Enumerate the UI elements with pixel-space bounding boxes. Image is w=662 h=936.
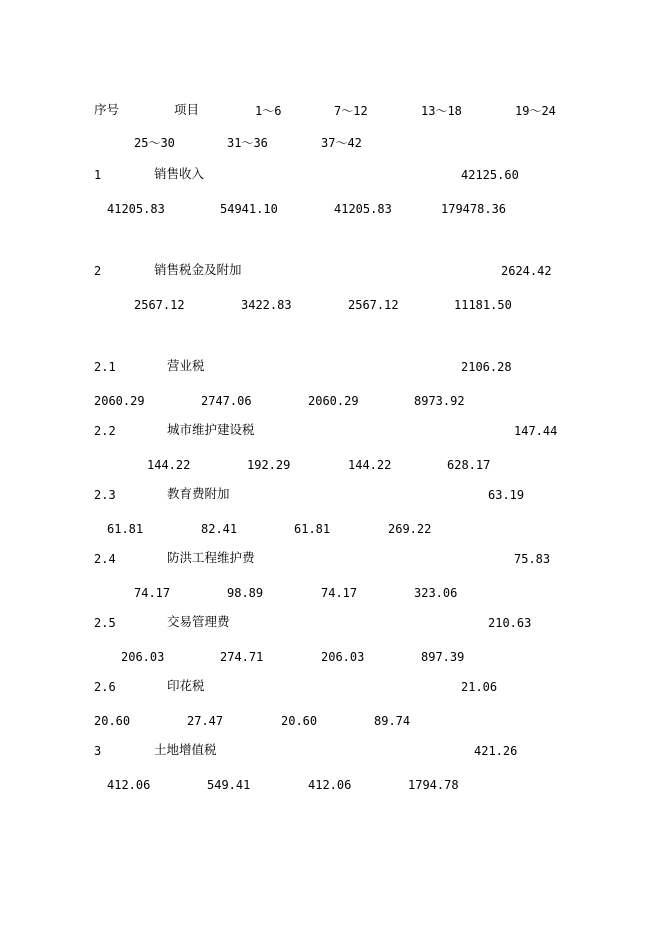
row-item: 防洪工程维护费 [167,550,255,565]
row-value: 54941.10 [220,202,278,216]
row-value: 147.44 [514,424,558,438]
row-seq: 2.2 [94,424,116,438]
header-period-3: 13～18 [421,104,462,118]
row-value: 82.41 [201,522,238,536]
row-item: 城市维护建设税 [167,422,255,437]
row-seq: 2.3 [94,488,116,502]
row-value: 274.71 [220,650,264,664]
header-period-6: 31～36 [227,136,268,150]
row-item: 印花税 [167,678,205,693]
row-value: 421.26 [474,744,518,758]
row-value: 206.03 [321,650,365,664]
row-value: 3422.83 [241,298,292,312]
row-value: 269.22 [388,522,432,536]
row-value: 2060.29 [94,394,145,408]
row-value: 27.47 [187,714,224,728]
row-value: 206.03 [121,650,165,664]
row-value: 628.17 [447,458,491,472]
row-value: 74.17 [321,586,358,600]
header-period-7: 37～42 [321,136,362,150]
header-period-4: 19～24 [515,104,556,118]
row-value: 144.22 [348,458,392,472]
row-seq: 2 [94,264,102,278]
row-seq: 1 [94,168,102,182]
row-seq: 2.5 [94,616,116,630]
header-period-2: 7～12 [334,104,368,118]
header-item: 项目 [174,102,200,117]
header-seq: 序号 [94,102,120,117]
row-value: 2567.12 [348,298,399,312]
row-item: 营业税 [167,358,205,373]
row-item: 土地增值税 [154,742,217,757]
row-value: 412.06 [308,778,352,792]
row-value: 74.17 [134,586,171,600]
row-value: 63.19 [488,488,525,502]
row-item: 销售税金及附加 [154,262,242,277]
row-value: 2567.12 [134,298,185,312]
row-value: 323.06 [414,586,458,600]
header-period-5: 25～30 [134,136,175,150]
row-value: 20.60 [94,714,131,728]
row-value: 61.81 [107,522,144,536]
row-value: 41205.83 [107,202,165,216]
row-value: 21.06 [461,680,498,694]
row-value: 549.41 [207,778,251,792]
row-item: 交易管理费 [167,614,230,629]
row-value: 98.89 [227,586,264,600]
row-value: 75.83 [514,552,551,566]
row-value: 20.60 [281,714,318,728]
row-value: 210.63 [488,616,532,630]
row-value: 2624.42 [501,264,552,278]
row-value: 8973.92 [414,394,465,408]
row-item: 销售收入 [154,166,205,181]
row-value: 42125.60 [461,168,519,182]
row-seq: 3 [94,744,102,758]
row-value: 61.81 [294,522,331,536]
row-item: 教育费附加 [167,486,230,501]
row-value: 179478.36 [441,202,507,216]
row-value: 897.39 [421,650,465,664]
row-seq: 2.4 [94,552,116,566]
row-value: 11181.50 [454,298,512,312]
row-value: 192.29 [247,458,291,472]
row-seq: 2.1 [94,360,116,374]
row-value: 41205.83 [334,202,392,216]
header-period-1: 1～6 [255,104,282,118]
row-value: 2106.28 [461,360,512,374]
row-value: 144.22 [147,458,191,472]
row-value: 2747.06 [201,394,252,408]
row-value: 2060.29 [308,394,359,408]
row-seq: 2.6 [94,680,116,694]
row-value: 412.06 [107,778,151,792]
row-value: 89.74 [374,714,411,728]
row-value: 1794.78 [408,778,459,792]
